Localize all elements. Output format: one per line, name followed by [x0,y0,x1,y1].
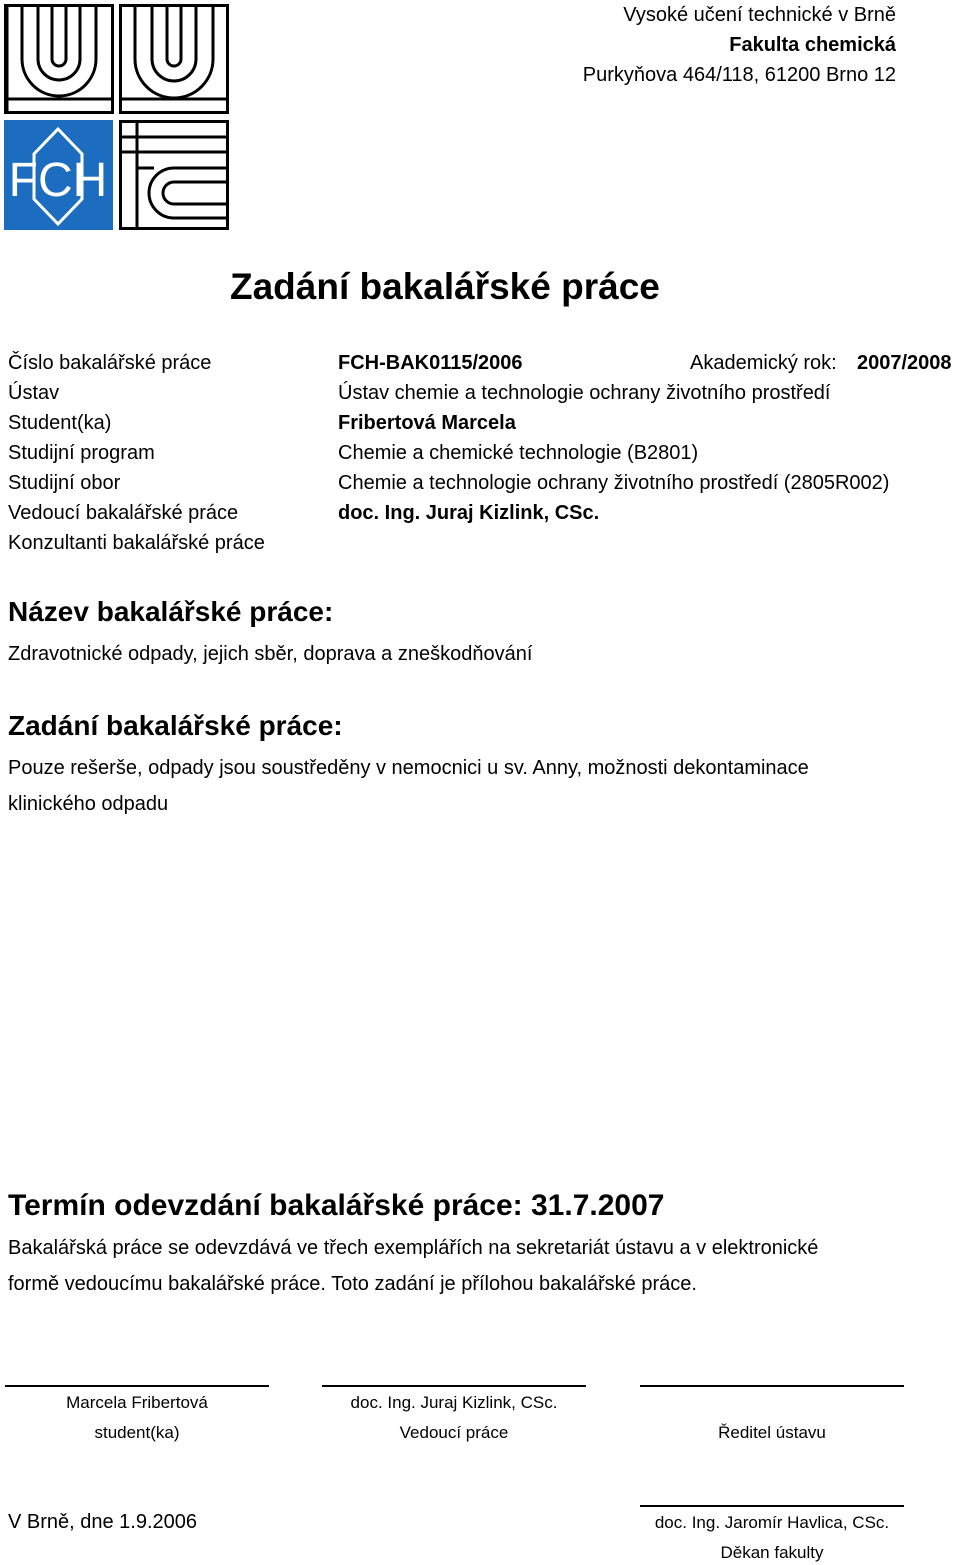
signature-vedouci-name: doc. Ing. Juraj Kizlink, CSc. [350,1393,558,1412]
logo-top-right [121,6,228,113]
signature-line-student [5,1385,269,1387]
signature-student-role: student(ka) [94,1423,180,1442]
signature-vedouci-role: Vedoucí práce [399,1423,509,1442]
header-address: Purkyňova 464/118, 61200 Brno 12 [582,64,896,86]
zadani-line1: Pouze rešerše, odpady jsou soustředěny v nemocnici u sv. Anny, možnosti dekontaminace [8,757,809,779]
vedouci-value: doc. Ing. Juraj Kizlink, CSc. [338,502,600,524]
nazev-heading: Název bakalářské práce: [8,596,334,627]
ustav-label: Ústav [8,382,60,404]
page-title: Zadání bakalářské práce [230,266,660,307]
faculty-header [583,0,896,90]
program-value: Chemie a chemické technologie (B2801) [338,442,699,464]
logo-bottom-left [4,120,113,230]
signature-line-vedouci [322,1385,586,1387]
cislo-label: Číslo bakalářské práce [8,352,212,374]
student-value: Fribertová Marcela [338,412,516,434]
signature-line-dekan [640,1505,904,1507]
place-date: V Brně, dne 1.9.2006 [8,1511,198,1533]
ustav-value: Ústav chemie a technologie ochrany životního prostředí [338,382,831,404]
vedouci-label: Vedoucí bakalářské práce [8,502,239,524]
logo-top-left [6,6,113,113]
signature-reditel-role: Ředitel ústavu [718,1423,826,1442]
termin-line1: Bakalářská práce se odevzdává ve třech exemplářích na sekretariát ústavu a v elektronické [8,1237,819,1259]
signature-line-reditel [640,1385,904,1387]
obor-value: Chemie a technologie ochrany životního prostředí (2805R002) [338,472,890,494]
header-university: Vysoké učení technické v Brně [623,4,896,26]
cislo-value: FCH-BAK0115/2006 [338,352,523,374]
termin-heading: Termín odevzdání bakalářské práce: 31.7.2007 [8,1189,665,1222]
fch-logo [4,4,230,230]
nazev-text: Zdravotnické odpady, jejich sběr, doprava a zneškodňování [8,643,533,665]
konzultanti-label: Konzultanti bakalářské práce [8,532,265,554]
rok-label: Akademický rok: [690,352,837,374]
zadani-line2: klinického odpadu [8,793,169,815]
obor-label: Studijní obor [8,472,121,494]
signature-student-name: Marcela Fribertová [66,1393,208,1412]
logo-bottom-right [121,122,228,229]
student-label: Student(ka) [8,412,112,434]
header-faculty: Fakulta chemická [729,34,896,56]
zadani-heading: Zadání bakalářské práce: [8,710,343,741]
signature-dekan-name: doc. Ing. Jaromír Havlica, CSc. [654,1513,890,1532]
rok-value: 2007/2008 [857,352,952,374]
program-label: Studijní program [8,442,155,464]
termin-line2: formě vedoucímu bakalářské práce. Toto zadání je přílohou bakalářské práce. [8,1273,697,1295]
logo-text: FCH [8,154,108,207]
signature-dekan-role: Děkan fakulty [720,1543,824,1562]
